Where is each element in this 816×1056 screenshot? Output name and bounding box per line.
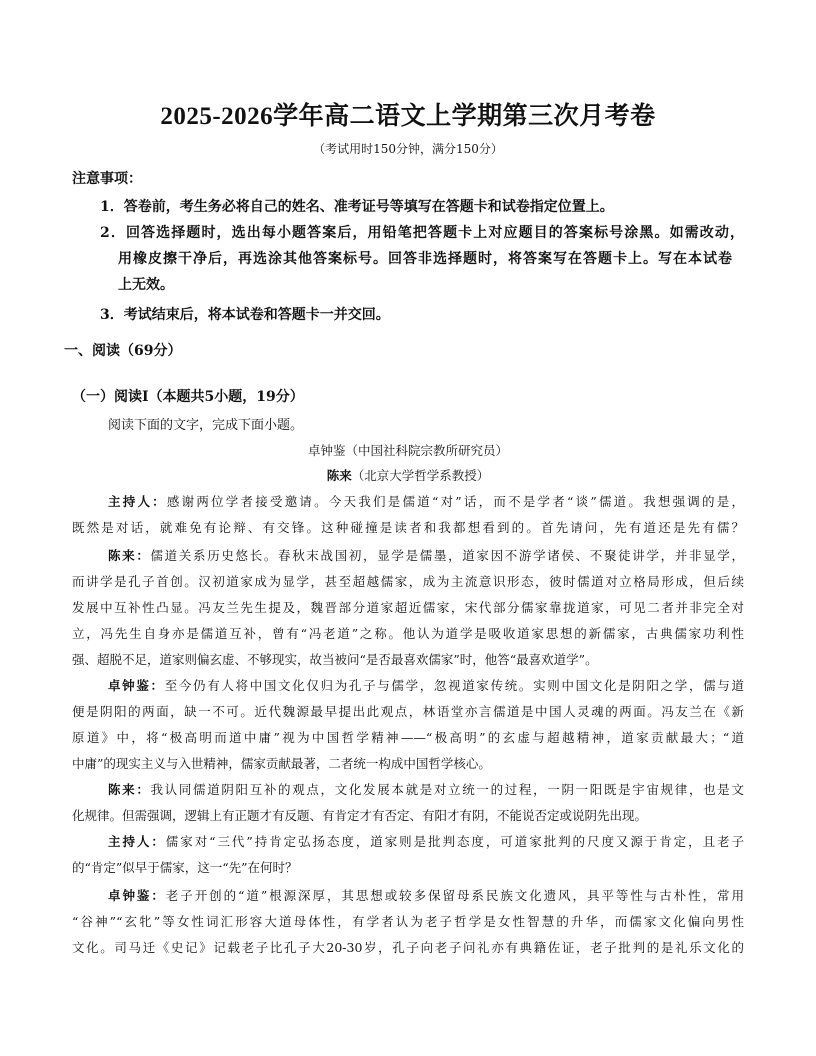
passage-line: 卓钟鉴：老子开创的“道”根源深厚，其思想或较多保留母系民族文化遗风，具平等性与古朴性，常用 <box>108 888 744 903</box>
speaker-label: 主持人： <box>108 494 167 509</box>
passage-line: 强、超脱不足，道家则偏玄虚、不够现实，故当被问“是否最喜欢儒家”时，他答“最喜欢道学”。 <box>72 652 598 667</box>
passage-line: 发展中互补性凸显。冯友兰先生提及，魏晋部分道家超近儒家，宋代部分儒家靠拢道家，可见二者并非完全对 <box>72 600 744 615</box>
speaker-label: 主持人： <box>108 834 166 849</box>
passage-line: “谷神”“玄牝”等女性词汇形容大道母体性，有学者认为老子哲学是女性智慧的升华，而儒家文化偏向男性 <box>72 914 744 929</box>
author-2-affiliation: （北京大学哲学系教授） <box>351 468 490 483</box>
passage-line: 主持人：儒家对“三代”持肯定弘扬态度，道家则是批判态度，可道家批判的尺度又源于肯定，且老子 <box>108 834 744 849</box>
passage-line: 立，冯先生自身亦是儒道互补，曾有“冯老道”之称。他认为道学是吸收道家思想的新儒家，古典儒家功利性 <box>72 626 744 641</box>
speaker-label: 陈来： <box>108 782 151 797</box>
passage-line: 原道》中，将“极高明而道中庸”视为中国哲学精神——“极高明”的玄虚与超越精神，道家贡献最大；“道 <box>72 730 744 745</box>
author-line-2 <box>0 466 816 484</box>
passage-line: 而讲学是孔子首创。汉初道家成为显学，甚至超越儒家，成为主流意识形态，彼时儒道对立格局形成，但后续 <box>72 574 744 589</box>
page-title: 2025-2026学年高二语文上学期第三次月考卷 <box>160 103 656 130</box>
author-line-1: 卓钟鉴（中国社科院宗教所研究员） <box>307 443 508 458</box>
section-heading-reading: 一、阅读（69分） <box>64 343 182 359</box>
passage-line: 的“肯定”似早于儒家，这一“先”在何时？ <box>72 860 298 875</box>
passage-line: 卓钟鉴：至今仍有人将中国文化仅归为孔子与儒学，忽视道家传统。实则中国文化是阴阳之学，儒与道 <box>108 678 744 693</box>
passage-line: 主持人：感谢两位学者接受邀请。今天我们是儒道“对”话，而不是学者“谈”儒道。我想强调的是， <box>108 494 744 509</box>
notice-item-1: 1．答卷前，考生务必将自己的姓名、准考证号等填写在答题卡和试卷指定位置上。 <box>100 199 614 215</box>
exam-duration-note: （考试用时150分钟，满分150分） <box>313 142 503 156</box>
speaker-label: 陈来： <box>108 548 151 563</box>
passage-line: 中庸”的现实主义与入世精神，儒家贡献最著，二者统一构成中国哲学核心。 <box>72 756 491 771</box>
passage-line: 既然是对话，就难免有论辩、有交锋。这种碰撞是读者和我都想看到的。首先请问，先有道还是先有儒？ <box>72 520 744 535</box>
notice-item-2-line-2: 用橡皮擦干净后，再选涂其他答案标号。回答非选择题时，将答案写在答题卡上。写在本试卷 <box>118 251 732 267</box>
speaker-label: 卓钟鉴： <box>108 678 165 693</box>
author-2-name: 陈来 <box>326 468 352 483</box>
notice-item-3: 3．考试结束后，将本试卷和答题卡一并交回。 <box>100 307 390 323</box>
passage-line: 文化。司马迁《史记》记载老子比孔子大20-30岁，孔子向老子问礼亦有典籍佐证，老子批判的是礼乐文化的 <box>72 940 744 955</box>
notice-item-2-line-1: 2．回答选择题时，选出每小题答案后，用铅笔把答题卡上对应题目的答案标号涂黑。如需改动， <box>100 225 744 241</box>
passage-line: 陈来：我认同儒道阴阳互补的观点，文化发展本就是对立统一的过程，一阴一阳既是宇宙规律，也是文 <box>108 782 744 797</box>
subsection-heading-reading-1: （一）阅读Ⅰ（本题共5小题，19分） <box>72 389 304 405</box>
notice-item-2-line-3: 上无效。 <box>118 277 174 293</box>
passage-line: 化规律。但需强调，逻辑上有正题才有反题、有肯定才有否定、有阳才有阴，不能说否定或说阴先出现。 <box>72 808 648 823</box>
speaker-label: 卓钟鉴： <box>108 888 166 903</box>
notice-heading: 注意事项： <box>72 171 142 187</box>
passage-line: 便是阴阳的两面，缺一不可。近代魏源最早提出此观点，林语堂亦言儒道是中国人灵魂的两面。冯友兰在《新 <box>72 704 744 719</box>
reading-instruction: 阅读下面的文字，完成下面小题。 <box>108 418 304 433</box>
passage-line: 陈来：儒道关系历史悠长。春秋末战国初，显学是儒墨，道家因不游学诸侯、不聚徒讲学，并非显学， <box>108 548 744 563</box>
